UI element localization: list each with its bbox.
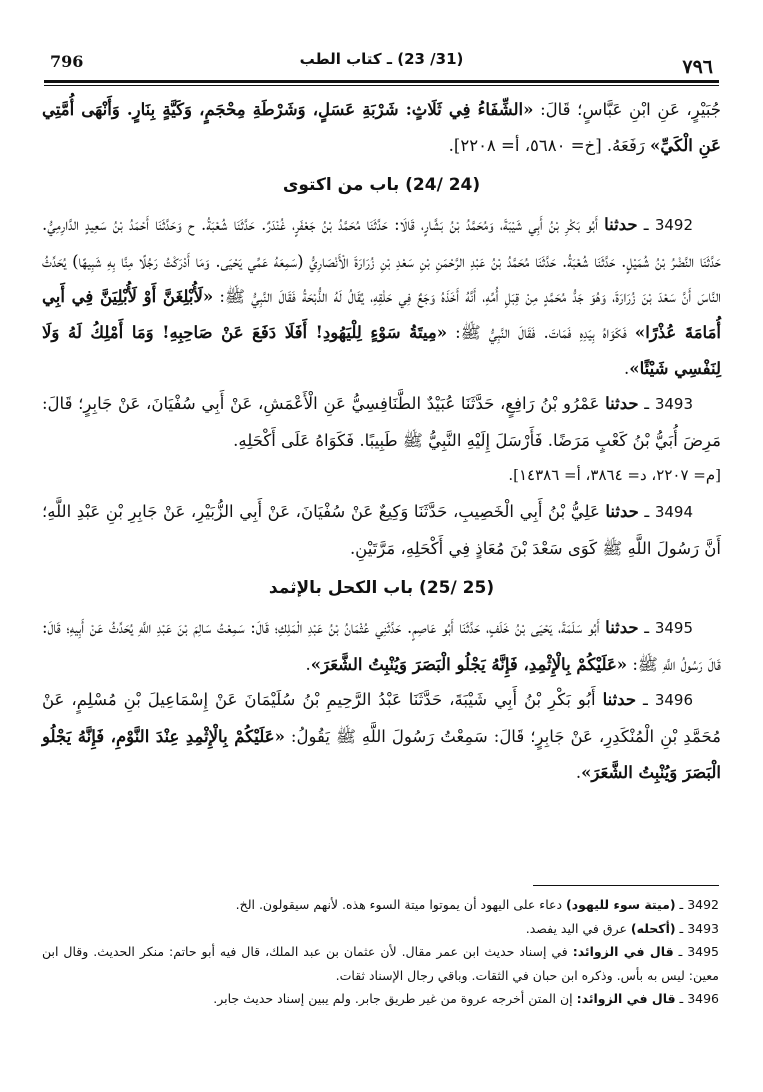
footnote-number: 3495 ـ	[673, 944, 720, 959]
footnote-number: 3496 ـ	[675, 991, 719, 1006]
hadith-dash: ـ	[638, 394, 655, 414]
hadith-text: أَبُو بَكْرِ بْنُ أَبِي شَيْبَةَ، حَدَّثَنَا عَبْدُ الرَّحِيمِ بْنُ سُلَيْمَانَ عَنْ إِسْمَاعِيلَ بْنِ مُسْلِمٍ، عَنْ مُحَمَّدِ بْنِ الْمُنْكَدِرِ، عَنْ جَابِرٍ؛ قَالَ: سَمِعْتُ رَسُولَ اللَّهِ ﷺ يَقُولُ:	[42, 690, 721, 746]
hadith-text: أَبُو سَلَمَةَ، يَحْيَى بْنُ خَلَفٍ، حَدَّثَنَا أَبُو عَاصِمٍ. حَدَّثَنِي عُثْمَانُ بْنُ عَبْدِ الْمَلِكِ؛ قَالَ: سَمِعْتُ سَالِمَ بْنَ عَبْدِ اللَّهِ يُحَدِّثُ عَنْ أَبِيهِ؛ قَالَ: قَالَ رَسُولُ اللَّهِ ﷺ:	[42, 618, 721, 674]
footnote-text: دعاء على اليهود أن يموتوا ميتة السوء هذه. لأنهم سيقولون. الخ.	[235, 897, 566, 912]
hadith-text: .	[305, 654, 311, 674]
page-header	[44, 46, 719, 80]
matn-text: «مِيتَةُ سَوْءٍ لِلْيَهُودِ! أَفَلَا دَفَعَ عَنْ صَاحِبِهِ! وَمَا أَمْلِكُ لَهُ وَلَا لِنَفْسِي شَيْئًا»	[42, 322, 721, 378]
page-number-latin: 796	[50, 52, 84, 71]
header-rule	[44, 80, 719, 83]
haddathana-word: حدثنا	[605, 394, 639, 414]
hadith-number: 3493	[654, 395, 693, 414]
footnotes	[42, 893, 719, 1011]
chapter-heading-25: (25 /25) باب الكحل بالإثمد	[268, 578, 495, 599]
footnote-number: 3492 ـ	[675, 897, 719, 912]
hadith-3492	[42, 207, 721, 386]
hadith-text: فَكَوَاهُ بِيَدِهِ فَمَاتَ. فَقَالَ النَّبِيُّ ﷺ:	[447, 322, 635, 342]
hadith-continuation	[42, 92, 721, 163]
footnote-3495	[42, 940, 719, 987]
hadith-3493-reference: [م= ٢٢٠٧، د= ٣٨٦٤، أ= ١٤٣٨٦].	[508, 466, 721, 485]
chapter-heading-24: (24 /24) باب من اكتوى	[282, 175, 481, 196]
haddathana-word: حدثنا	[605, 501, 639, 521]
hadith-dash: ـ	[638, 618, 655, 638]
continuation-text: جُبَيْرٍ، عَنِ ابْنِ عَبَّاسٍ؛ قَالَ:	[533, 100, 721, 119]
hadith-text: .	[575, 762, 582, 782]
hadith-3494	[42, 494, 721, 566]
hadith-dash: ـ	[637, 215, 655, 235]
footnote-3492	[42, 893, 719, 917]
hadith-3495	[42, 610, 721, 682]
footnote-text: في إسناد حديث ابن عمر مقال. لأن عثمان بن عبد الملك، قال فيه أبو حاتم: منكر الحديث. وقال ابن معين: ليس به بأس. وذكره ابن حبان في الثقات. وباقي رجال الإسناد ثقات.	[42, 944, 719, 983]
footnote-key: (أكحله)	[630, 920, 676, 936]
footnote-key: قال في الزوائد:	[576, 991, 676, 1006]
hadith-text: .	[624, 358, 630, 378]
footnote-3493	[42, 917, 719, 941]
hadith-dash: ـ	[636, 690, 655, 710]
hadith-text: عَمْرُو بْنُ رَافِعٍ، حَدَّثَنَا عُبَيْدٌ الطَّنَافِسِيُّ عَنِ الْأَعْمَشِ، عَنْ أَبِي سُفْيَانَ، عَنْ جَابِرٍ؛ قَالَ: مَرِضَ أُبَيُّ بْنُ كَعْبٍ مَرَضًا. فَأَرْسَلَ إِلَيْهِ النَّبِيُّ ﷺ طَبِيبًا. فَكَوَاهُ عَلَى أَكْحَلِهِ.	[42, 394, 721, 450]
matn-text: «عَلَيْكُمْ بِالْإِثْمِدِ، فَإِنَّهُ يَجْلُو الْبَصَرَ وَيُنْبِتُ الشَّعَرَ»	[310, 654, 628, 674]
footnote-3496	[42, 987, 719, 1011]
footnote-key: (ميتة سوء لليهود)	[566, 897, 676, 912]
hadith-text: عَلِيُّ بْنُ أَبِي الْخَصِيبِ، حَدَّثَنَا وَكِيعٌ عَنْ سُفْيَانَ، عَنْ أَبِي الزُّبَيْرِ، عَنْ جَابِرِ بْنِ عَبْدِ اللَّهِ؛ أَنَّ رَسُولَ اللَّهِ ﷺ كَوَى سَعْدَ بْنَ مُعَاذٍ فِي أَكْحَلِهِ، مَرَّتَيْنِ.	[42, 501, 721, 558]
hadith-number: 3494	[654, 502, 693, 521]
main-text	[42, 92, 721, 790]
haddathana-word: حدثنا	[604, 215, 638, 235]
haddathana-word: حدثنا	[602, 690, 637, 710]
matn-text: «عَلَيْكُمْ بِالْإِثْمِدِ عِنْدَ النَّوْمِ، فَإِنَّهُ يَجْلُو الْبَصَرَ وَيُنْبِتُ الشَّعَرَ»	[42, 726, 721, 782]
hadith-3496	[42, 682, 721, 790]
hadith-number: 3496	[654, 691, 694, 710]
footnote-key: قال في الزوائد:	[572, 944, 674, 959]
matn-text: «الشِّفَاءُ فِي ثَلَاثٍ: شَرْبَةِ عَسَلٍ، وَشَرْطَةِ مِحْجَمٍ، وَكَيَّةٍ بِنَارٍ. وَأَنْهَى أُمَّتِي عَنِ الْكَيِّ»	[42, 100, 721, 155]
footnote-rule	[533, 885, 719, 886]
matn-text: «لَأُبْلِغَنَّ أَوْ لَأُبْلِيَنَّ فِي أَبِي أُمَامَةَ عُذْرًا»	[42, 287, 722, 342]
hadith-3493	[42, 386, 721, 458]
hadith-number: 3492	[654, 216, 694, 235]
hadith-text: أَبُو بَكْرِ بْنُ أَبِي شَيْبَةَ، وَمُحَمَّدُ بْنُ بَشَّارٍ، قَالَا: حَدَّثَنَا مُحَمَّدُ بْنُ جَعْفَرٍ، غُنْدَرٌ. حَدَّثَنَا شُعْبَةُ. ح وَحَدَّثَنَا أَحْمَدُ بْنُ سَعِيدٍ الدَّارِمِيُّ. حَدَّثَنَا النَّضْرُ بْنُ شُمَيْلٍ. حَدَّثَنَا شُعْبَةُ. حَدَّثَنَا مُحَمَّدُ بْنُ عَبْدِ الرَّحْمَنِ بْنِ سَعْدِ بْنِ زُرَارَةَ الْأَنْصَارِيُّ (سَمِعَهُ عَمِّي يَحْيَى. وَمَا أَدْرَكْتُ رَجُلًا مِنَّا بِهِ شَبِيهًا) يُحَدِّثُ النَّاسَ أَنَّ سَعْدَ بْنَ زُرَارَةَ، وَهُوَ جَدُّ مُحَمَّدٍ مِنْ قِبَلِ أُمِّهِ، أَنَّهُ أَخَذَهُ وَجَعٌ فِي حَلْقِهِ، يُقَالُ لَهُ الذُّبْحَةُ فَقَالَ النَّبِيُّ ﷺ:	[42, 215, 721, 307]
hadith-number: 3495	[654, 619, 694, 638]
continuation-reference: رَفَعَهُ. [خ= ٥٦٨٠، أ= ٢٢٠٨].	[448, 135, 651, 155]
book-title: (31/ 23) ـ كتاب الطب	[299, 50, 464, 68]
footnote-number: 3493 ـ	[675, 920, 719, 936]
hadith-dash: ـ	[638, 501, 655, 521]
footnote-text: عرق في اليد يفصد.	[525, 920, 631, 936]
footnote-text: إن المتن أخرجه عروة من غير طريق جابر. ولم يبين إسناد حديث جابر.	[213, 991, 577, 1006]
haddathana-word: حدثنا	[605, 618, 639, 638]
header-rule-thin	[44, 85, 719, 86]
page-number-arabic: ٧٩٦	[682, 56, 713, 78]
